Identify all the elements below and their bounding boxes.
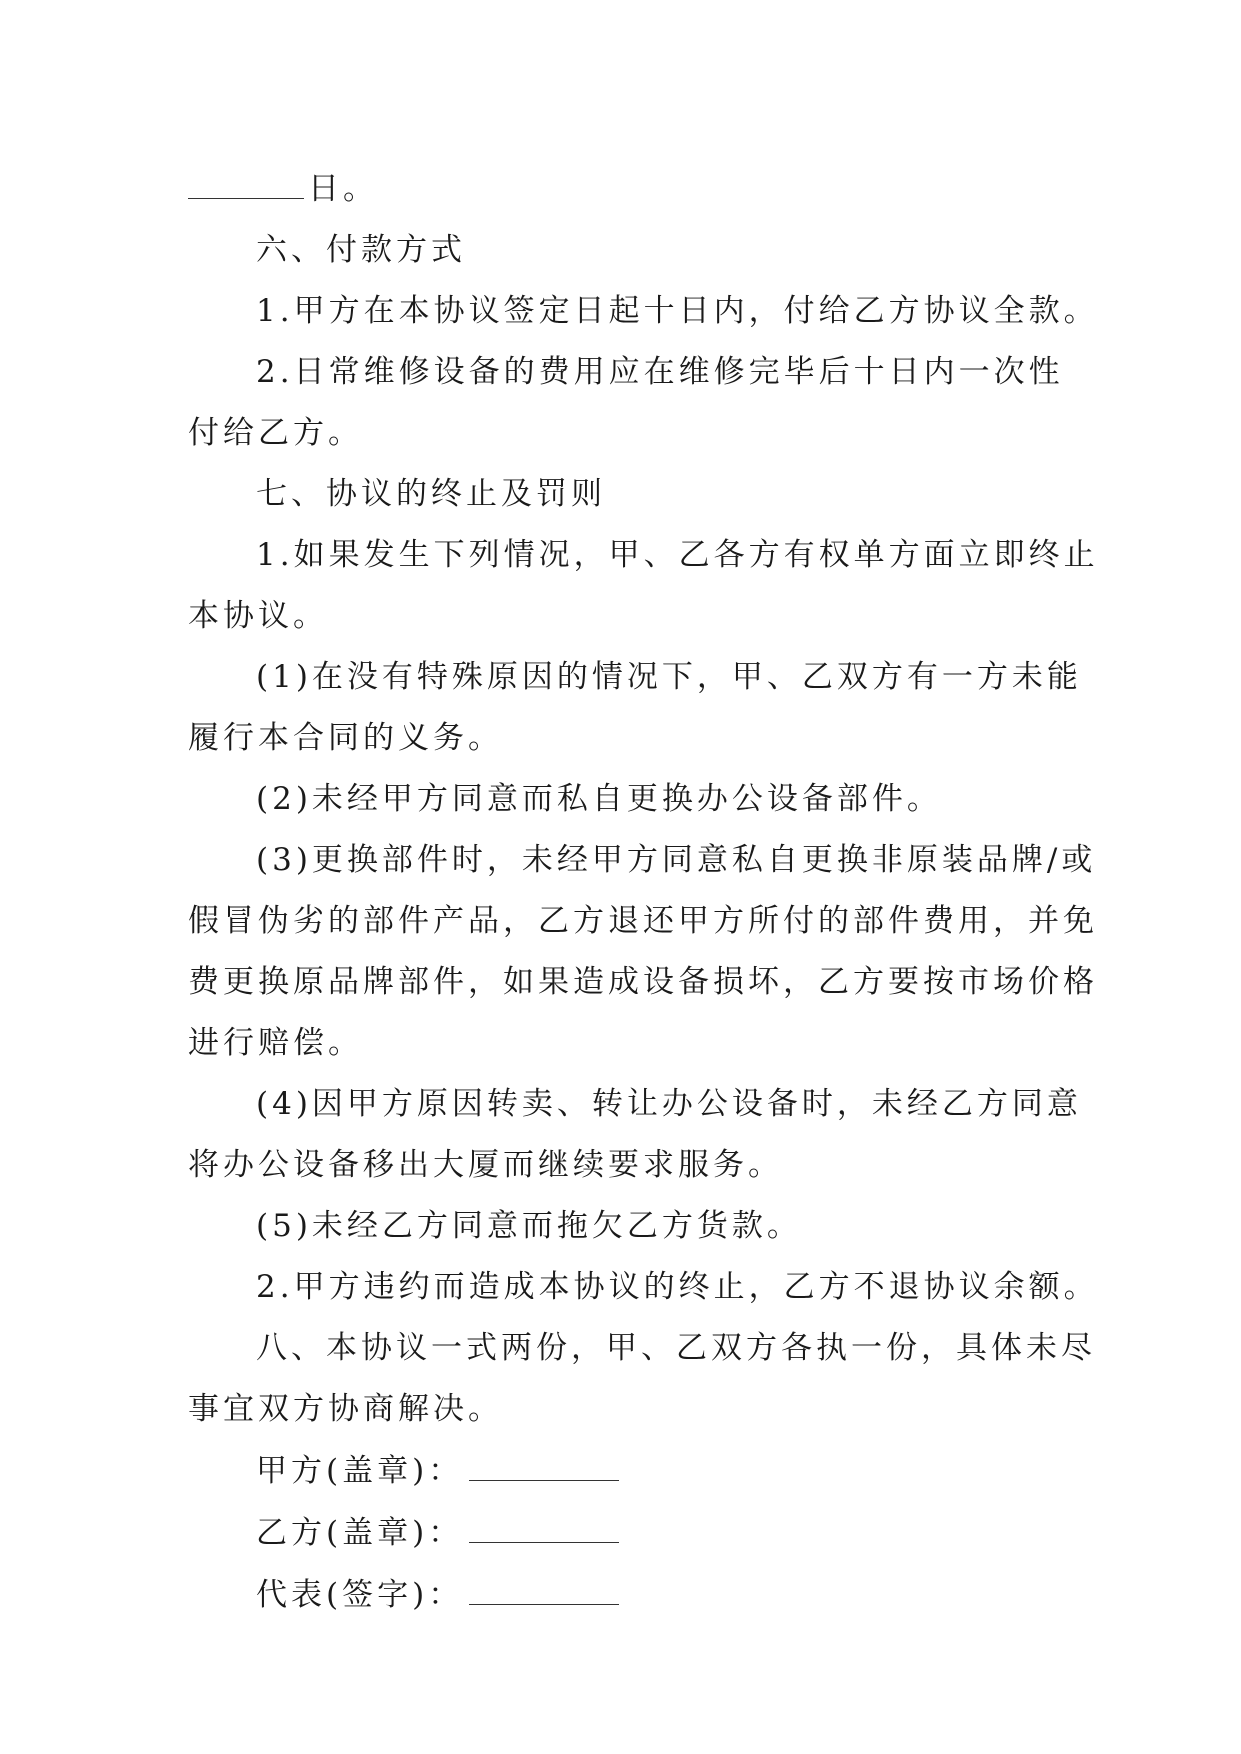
party-a-label: 甲方(盖章)： — [256, 1453, 464, 1489]
party-b-signature-blank — [469, 1502, 619, 1543]
section-7-sub-3-cont-1: 假冒伪劣的部件产品，乙方退还甲方所付的部件费用，并免 — [188, 903, 1098, 939]
document-body — [188, 158, 1099, 1626]
section-7-item-1: 1.如果发生下列情况，甲、乙各方有权单方面立即终止 — [256, 537, 1099, 573]
section-7-sub-1: (1)在没有特殊原因的情况下，甲、乙双方有一方未能 — [256, 659, 1082, 695]
date-tail-line — [188, 158, 1048, 220]
party-a-signature-blank — [469, 1440, 619, 1481]
section-7-sub-4: (4)因甲方原因转卖、转让办公设备时，未经乙方同意 — [256, 1086, 1082, 1122]
section-7-sub-3-cont-3: 进行赔偿。 — [188, 1025, 363, 1061]
date-blank — [188, 158, 304, 199]
section-7-sub-4-cont: 将办公设备移出大厦而继续要求服务。 — [188, 1147, 783, 1183]
party-b-label: 乙方(盖章)： — [256, 1515, 464, 1551]
section-7-item-1-cont: 本协议。 — [188, 598, 328, 634]
representative-signature-blank — [469, 1564, 619, 1605]
representative-signature-row — [188, 1564, 1048, 1626]
section-6-item-1: 1.甲方在本协议签定日起十日内，付给乙方协议全款。 — [256, 293, 1099, 329]
party-b-signature-row — [188, 1502, 1048, 1564]
section-8-cont: 事宜双方协商解决。 — [188, 1391, 503, 1427]
section-7-sub-1-cont: 履行本合同的义务。 — [188, 720, 503, 756]
section-6-item-2: 2.日常维修设备的费用应在维修完毕后十日内一次性 — [256, 354, 1064, 390]
section-7-item-2: 2.甲方违约而造成本协议的终止，乙方不退协议余额。 — [256, 1269, 1099, 1305]
section-6-item-2-cont: 付给乙方。 — [188, 415, 363, 451]
date-tail-text: 日。 — [308, 171, 378, 207]
party-a-signature-row — [188, 1440, 1048, 1502]
section-7-sub-3-cont-2: 费更换原品牌部件，如果造成设备损坏，乙方要按市场价格 — [188, 964, 1098, 1000]
section-7-sub-3: (3)更换部件时，未经甲方同意私自更换非原装品牌/或 — [256, 842, 1097, 878]
representative-label: 代表(签字)： — [256, 1577, 464, 1613]
section-7-title: 七、协议的终止及罚则 — [256, 476, 606, 512]
section-6-title: 六、付款方式 — [256, 232, 466, 268]
section-7-sub-5: (5)未经乙方同意而拖欠乙方货款。 — [256, 1208, 802, 1244]
section-8: 八、本协议一式两份，甲、乙双方各执一份，具体未尽 — [256, 1330, 1096, 1366]
section-7-sub-2: (2)未经甲方同意而私自更换办公设备部件。 — [256, 781, 942, 817]
